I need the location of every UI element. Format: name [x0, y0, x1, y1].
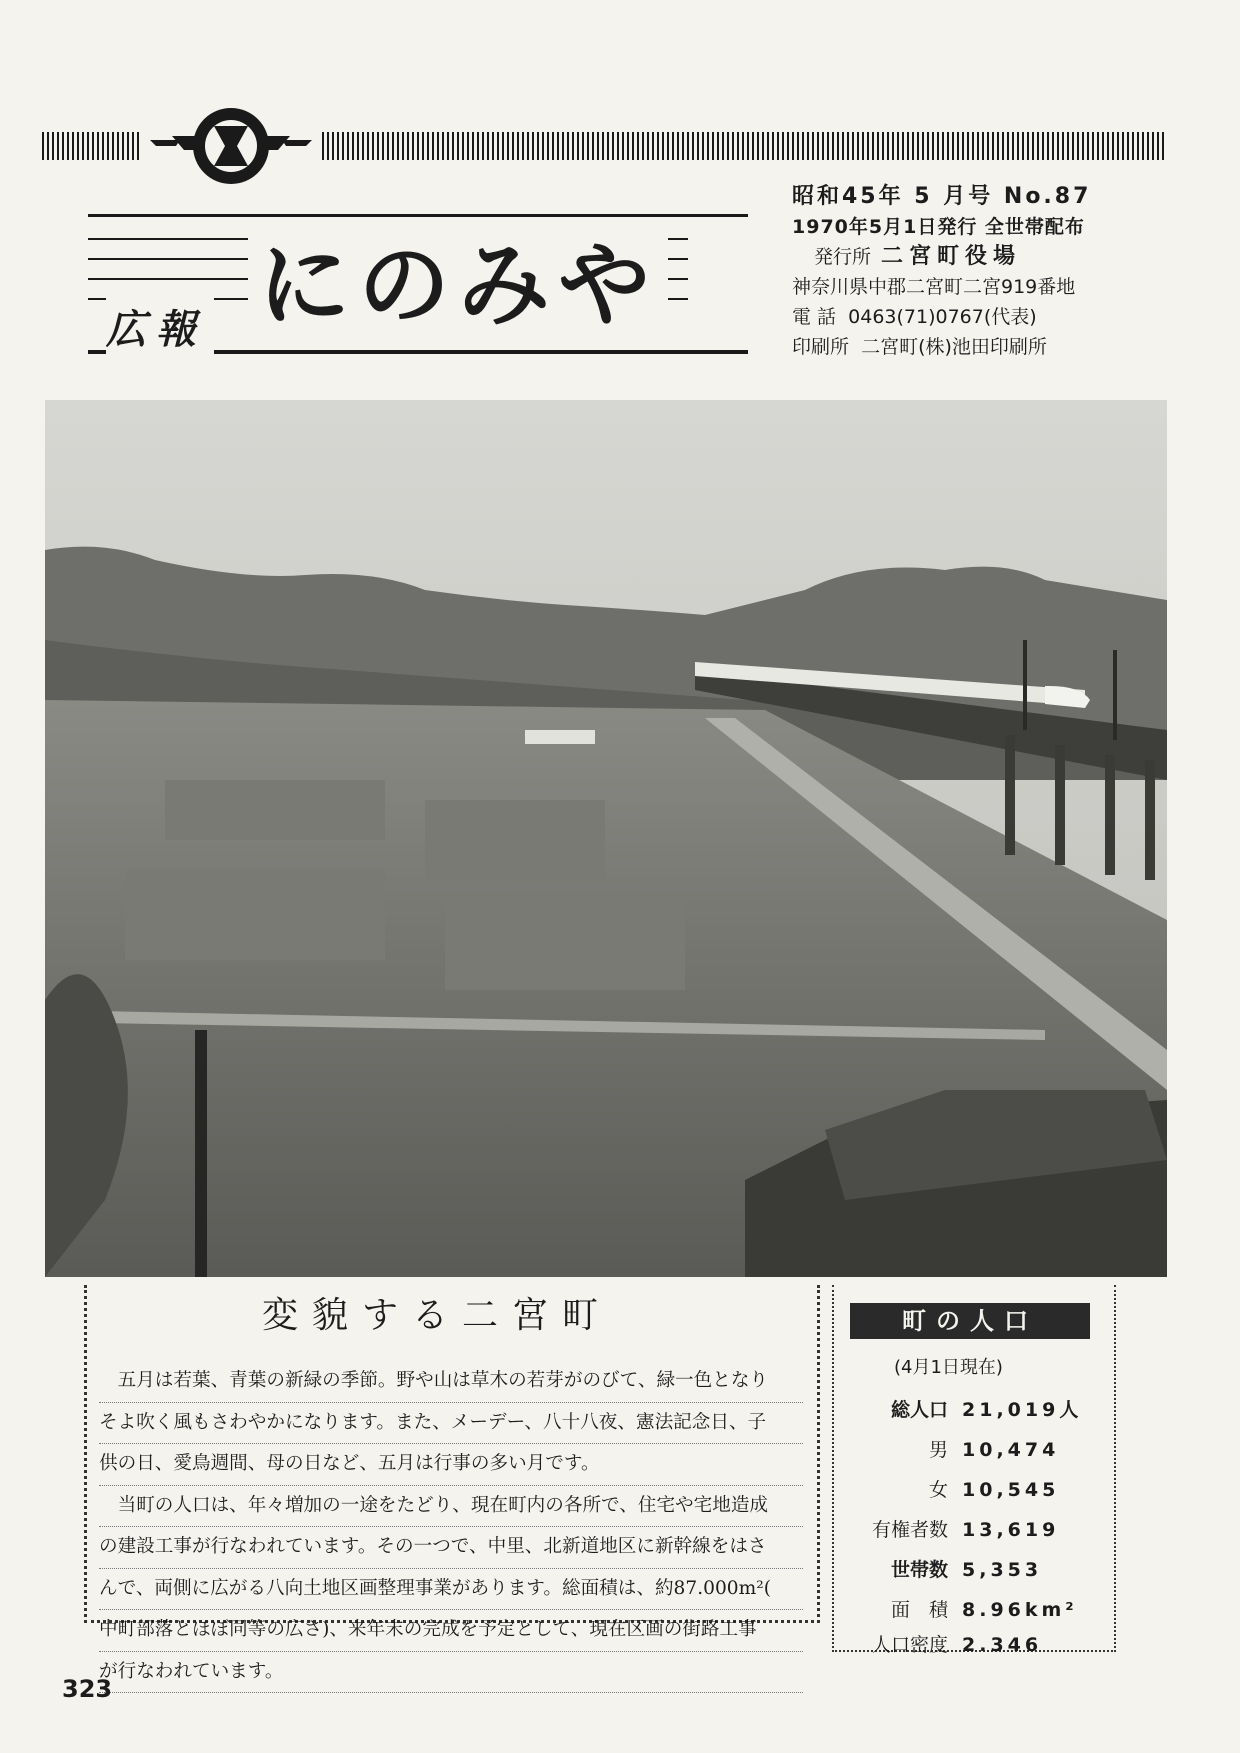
- population-label: 総人口: [890, 1399, 948, 1421]
- population-value: 21,019人: [962, 1399, 1083, 1421]
- publisher-address: 神奈川県中郡二宮町二宮919番地: [792, 276, 1076, 298]
- article-line: そよ吹く風もさわやかになります。また、メーデー、八十八夜、憲法記念日、子: [99, 1403, 803, 1445]
- article-title: 変貌する二宮町: [262, 1295, 613, 1336]
- page-number: 323: [62, 1675, 113, 1703]
- cover-photo: [45, 400, 1167, 1277]
- article-box: [84, 1285, 820, 1682]
- population-value: 5,353: [962, 1559, 1043, 1581]
- article-line: の建設工事が行なわれています。その一つで、中里、北新道地区に新幹線をはさ: [99, 1527, 803, 1569]
- population-value: 2.346: [962, 1634, 1043, 1656]
- population-row: [850, 1435, 1110, 1462]
- article-line: 当町の人口は、年々増加の一途をたどり、現在町内の各所で、住宅や宅地造成: [99, 1486, 803, 1528]
- article-line: が行なわれています。: [99, 1652, 803, 1694]
- population-box: [832, 1285, 1116, 1656]
- article-line: 五月は若葉、青葉の新緑の季節。野や山は草木の若芽がのびて、緑一色となり: [99, 1361, 803, 1403]
- issue-info: [792, 182, 1132, 362]
- article-line: 供の日、愛鳥週間、母の日など、五月は行事の多い月です。: [99, 1444, 803, 1486]
- article-line: んで、両側に広がる八向土地区画整理事業があります。総面積は、約87.000m²(: [99, 1569, 803, 1611]
- article-line: 中町部落とほぼ同等の広さ)、来年末の完成を予定として、現在区画の街路工事: [99, 1610, 803, 1652]
- population-row: [850, 1595, 1110, 1622]
- population-label: 人口密度: [871, 1634, 948, 1656]
- population-title: 町の人口: [850, 1303, 1090, 1339]
- masthead-label: 広報: [106, 298, 214, 355]
- phone-label: 電 話: [792, 306, 837, 328]
- population-row: [850, 1475, 1110, 1502]
- issue-number: 昭和45年 5 月号 No.87: [792, 184, 1092, 209]
- population-as-of: (4月1日現在): [894, 1357, 1003, 1378]
- population-row: [850, 1395, 1110, 1422]
- population-label: 面 積: [890, 1599, 948, 1621]
- phone-number: 0463(71)0767(代表): [848, 306, 1037, 328]
- population-value: 10,545: [962, 1479, 1060, 1501]
- printer-row: [792, 332, 1132, 362]
- publisher-row: [792, 242, 1132, 272]
- article-body: [99, 1361, 803, 1693]
- population-row: [850, 1555, 1110, 1582]
- population-row: [850, 1630, 1110, 1657]
- population-value: 10,474: [962, 1439, 1060, 1461]
- masthead: [88, 210, 748, 360]
- population-value: 13,619: [962, 1519, 1060, 1541]
- phone-row: [792, 302, 1132, 332]
- population-label: 有権者数: [871, 1519, 948, 1541]
- population-label: 女: [928, 1479, 948, 1501]
- population-value: 8.96km²: [962, 1599, 1078, 1621]
- population-label: 世帯数: [890, 1559, 948, 1581]
- masthead-title: にのみや: [248, 236, 668, 336]
- publisher-label: 発行所: [814, 246, 872, 268]
- town-emblem-icon: [142, 92, 320, 212]
- population-label: 男: [928, 1439, 948, 1461]
- printer-label: 印刷所: [792, 336, 850, 358]
- population-row: [850, 1515, 1110, 1542]
- issue-date: 1970年5月1日発行 全世帯配布: [792, 216, 1085, 238]
- publisher-name: 二宮町役場: [881, 244, 1022, 269]
- printer-name: 二宮町(株)池田印刷所: [861, 336, 1047, 358]
